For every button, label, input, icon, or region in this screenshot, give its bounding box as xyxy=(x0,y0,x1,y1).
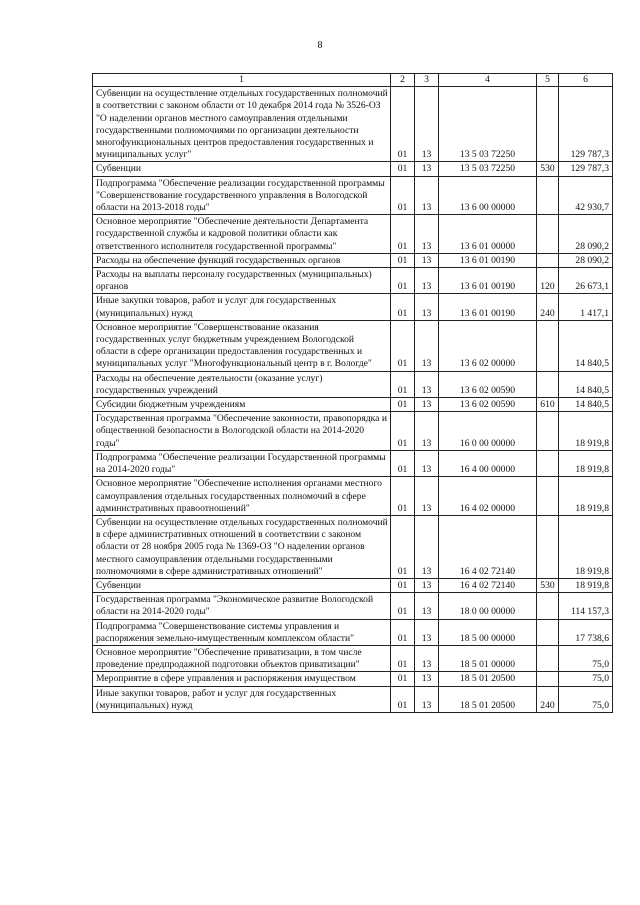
row-name-cell: Субвенции xyxy=(93,162,391,176)
row-expense-type-cell xyxy=(537,412,559,451)
row-target-article-cell: 13 5 03 72250 xyxy=(439,87,537,162)
row-subsection-cell: 13 xyxy=(415,619,439,645)
table-row xyxy=(93,253,613,267)
header-col-1: 1 xyxy=(93,74,391,87)
row-section-cell: 01 xyxy=(391,320,415,371)
row-target-article-cell: 16 4 02 72140 xyxy=(439,578,537,592)
table-row xyxy=(93,371,613,397)
row-amount-cell: 28 090,2 xyxy=(559,253,613,267)
row-subsection-cell: 13 xyxy=(415,515,439,578)
row-section-cell: 01 xyxy=(391,398,415,412)
row-expense-type-cell xyxy=(537,672,559,686)
row-section-cell: 01 xyxy=(391,176,415,215)
row-expense-type-cell xyxy=(537,645,559,671)
row-target-article-cell: 18 5 00 00000 xyxy=(439,619,537,645)
row-expense-type-cell: 610 xyxy=(537,398,559,412)
header-col-2: 2 xyxy=(391,74,415,87)
row-name-cell: Государственная программа "Экономическое развитие Вологодской области на 2014-2020 годы" xyxy=(93,593,391,619)
row-target-article-cell: 13 6 01 00000 xyxy=(439,215,537,254)
row-target-article-cell: 18 5 01 20500 xyxy=(439,672,537,686)
row-expense-type-cell xyxy=(537,176,559,215)
row-subsection-cell: 13 xyxy=(415,450,439,476)
row-name-cell: Иные закупки товаров, работ и услуг для государственных (муниципальных) нужд xyxy=(93,294,391,320)
row-subsection-cell: 13 xyxy=(415,578,439,592)
row-subsection-cell: 13 xyxy=(415,87,439,162)
row-name-cell: Расходы на обеспечение деятельности (оказание услуг) государственных учреждений xyxy=(93,371,391,397)
row-expense-type-cell: 240 xyxy=(537,686,559,712)
row-subsection-cell: 13 xyxy=(415,253,439,267)
table-row xyxy=(93,450,613,476)
row-name-cell: Подпрограмма "Совершенствование системы управления и распоряжения земельно-имущественным комплексом области" xyxy=(93,619,391,645)
row-target-article-cell: 13 6 02 00590 xyxy=(439,371,537,397)
row-target-article-cell: 18 5 01 20500 xyxy=(439,686,537,712)
row-amount-cell: 18 919,8 xyxy=(559,578,613,592)
row-section-cell: 01 xyxy=(391,268,415,294)
row-target-article-cell: 16 4 02 00000 xyxy=(439,477,537,516)
row-name-cell: Расходы на обеспечение функций государственных органов xyxy=(93,253,391,267)
table-header-row xyxy=(93,74,613,87)
budget-table xyxy=(92,73,613,713)
row-section-cell: 01 xyxy=(391,87,415,162)
page-number: 8 xyxy=(317,40,323,51)
row-subsection-cell: 13 xyxy=(415,645,439,671)
row-name-cell: Субвенции на осуществление отдельных государственных полномочий в сфере административных отношений в соответствии с законом области от 28 ноября 2005 года № 1369-ОЗ "О наделении органов местного самоуправления отдельными государственными полномочиями в сфере административных отношений" xyxy=(93,515,391,578)
row-name-cell: Государственная программа "Обеспечение законности, правопорядка и общественной безопасности в Вологодской области на 2014-2020 годы" xyxy=(93,412,391,451)
table-row xyxy=(93,215,613,254)
row-section-cell: 01 xyxy=(391,645,415,671)
row-subsection-cell: 13 xyxy=(415,477,439,516)
row-target-article-cell: 16 4 00 00000 xyxy=(439,450,537,476)
row-name-cell: Подпрограмма "Обеспечение реализации Государственной программы на 2014-2020 годы" xyxy=(93,450,391,476)
row-amount-cell: 114 157,3 xyxy=(559,593,613,619)
row-expense-type-cell xyxy=(537,593,559,619)
row-target-article-cell: 13 6 00 00000 xyxy=(439,176,537,215)
row-target-article-cell: 13 6 01 00190 xyxy=(439,253,537,267)
row-target-article-cell: 16 4 02 72140 xyxy=(439,515,537,578)
table-row xyxy=(93,477,613,516)
row-subsection-cell: 13 xyxy=(415,176,439,215)
row-section-cell: 01 xyxy=(391,686,415,712)
table-row xyxy=(93,162,613,176)
table-row xyxy=(93,398,613,412)
header-col-4: 4 xyxy=(439,74,537,87)
row-expense-type-cell xyxy=(537,515,559,578)
row-expense-type-cell: 530 xyxy=(537,578,559,592)
row-amount-cell: 129 787,3 xyxy=(559,87,613,162)
table-row xyxy=(93,412,613,451)
row-expense-type-cell: 240 xyxy=(537,294,559,320)
row-section-cell: 01 xyxy=(391,593,415,619)
row-target-article-cell: 13 6 02 00000 xyxy=(439,320,537,371)
row-subsection-cell: 13 xyxy=(415,294,439,320)
row-expense-type-cell xyxy=(537,320,559,371)
row-expense-type-cell xyxy=(537,253,559,267)
row-amount-cell: 28 090,2 xyxy=(559,215,613,254)
row-section-cell: 01 xyxy=(391,371,415,397)
row-section-cell: 01 xyxy=(391,162,415,176)
table-row xyxy=(93,578,613,592)
row-target-article-cell: 18 0 00 00000 xyxy=(439,593,537,619)
header-col-5: 5 xyxy=(537,74,559,87)
table-row xyxy=(93,176,613,215)
row-amount-cell: 14 840,5 xyxy=(559,398,613,412)
row-amount-cell: 18 919,8 xyxy=(559,477,613,516)
row-name-cell: Основное мероприятие "Обеспечение исполнения органами местного самоуправления отдельных государственных полномочий в сфере административных правоотношений" xyxy=(93,477,391,516)
row-target-article-cell: 13 6 02 00590 xyxy=(439,398,537,412)
row-amount-cell: 18 919,8 xyxy=(559,450,613,476)
table-row xyxy=(93,294,613,320)
table-row xyxy=(93,645,613,671)
row-name-cell: Основное мероприятие "Обеспечение приватизации, в том числе проведение предпродажной подготовки объектов приватизации" xyxy=(93,645,391,671)
table-row xyxy=(93,619,613,645)
row-expense-type-cell: 530 xyxy=(537,162,559,176)
row-expense-type-cell xyxy=(537,619,559,645)
row-name-cell: Субсидии бюджетным учреждениям xyxy=(93,398,391,412)
row-name-cell: Основное мероприятие "Обеспечение деятельности Департамента государственной службы и кадровой политики области как ответственного исполнителя государственной программы" xyxy=(93,215,391,254)
row-expense-type-cell xyxy=(537,87,559,162)
row-expense-type-cell xyxy=(537,477,559,516)
row-section-cell: 01 xyxy=(391,578,415,592)
row-subsection-cell: 13 xyxy=(415,672,439,686)
row-section-cell: 01 xyxy=(391,672,415,686)
row-amount-cell: 26 673,1 xyxy=(559,268,613,294)
table-row xyxy=(93,515,613,578)
row-amount-cell: 75,0 xyxy=(559,672,613,686)
row-amount-cell: 18 919,8 xyxy=(559,412,613,451)
table-row xyxy=(93,87,613,162)
table-row xyxy=(93,686,613,712)
row-section-cell: 01 xyxy=(391,515,415,578)
table-row xyxy=(93,593,613,619)
row-amount-cell: 75,0 xyxy=(559,645,613,671)
row-target-article-cell: 13 5 03 72250 xyxy=(439,162,537,176)
row-amount-cell: 14 840,5 xyxy=(559,320,613,371)
row-expense-type-cell xyxy=(537,215,559,254)
row-subsection-cell: 13 xyxy=(415,593,439,619)
row-name-cell: Подпрограмма "Обеспечение реализации государственной программы "Совершенствование государственного управления в Вологодской области на 2013-2018 годы" xyxy=(93,176,391,215)
row-amount-cell: 17 738,6 xyxy=(559,619,613,645)
row-amount-cell: 75,0 xyxy=(559,686,613,712)
row-name-cell: Субвенции xyxy=(93,578,391,592)
header-col-3: 3 xyxy=(415,74,439,87)
row-subsection-cell: 13 xyxy=(415,320,439,371)
row-target-article-cell: 13 6 01 00190 xyxy=(439,294,537,320)
row-target-article-cell: 18 5 01 00000 xyxy=(439,645,537,671)
row-section-cell: 01 xyxy=(391,294,415,320)
row-expense-type-cell xyxy=(537,371,559,397)
row-expense-type-cell: 120 xyxy=(537,268,559,294)
row-subsection-cell: 13 xyxy=(415,215,439,254)
row-amount-cell: 14 840,5 xyxy=(559,371,613,397)
row-subsection-cell: 13 xyxy=(415,371,439,397)
table-row xyxy=(93,268,613,294)
row-subsection-cell: 13 xyxy=(415,398,439,412)
table-row xyxy=(93,320,613,371)
row-subsection-cell: 13 xyxy=(415,162,439,176)
row-expense-type-cell xyxy=(537,450,559,476)
row-name-cell: Расходы на выплаты персоналу государственных (муниципальных) органов xyxy=(93,268,391,294)
row-subsection-cell: 13 xyxy=(415,268,439,294)
row-amount-cell: 129 787,3 xyxy=(559,162,613,176)
row-name-cell: Мероприятие в сфере управления и распоряжения имуществом xyxy=(93,672,391,686)
row-name-cell: Субвенции на осуществление отдельных государственных полномочий в соответствии с законом области от 10 декабря 2014 года № 3526-ОЗ "О наделении органов местного самоуправления отдельными государственными полномочиями по организации деятельности многофункциональных центров предоставления государственных и муниципальных услуг" xyxy=(93,87,391,162)
row-section-cell: 01 xyxy=(391,412,415,451)
table-row xyxy=(93,672,613,686)
row-subsection-cell: 13 xyxy=(415,686,439,712)
row-section-cell: 01 xyxy=(391,253,415,267)
row-amount-cell: 1 417,1 xyxy=(559,294,613,320)
row-amount-cell: 42 930,7 xyxy=(559,176,613,215)
row-amount-cell: 18 919,8 xyxy=(559,515,613,578)
row-target-article-cell: 16 0 00 00000 xyxy=(439,412,537,451)
row-section-cell: 01 xyxy=(391,619,415,645)
row-section-cell: 01 xyxy=(391,477,415,516)
row-target-article-cell: 13 6 01 00190 xyxy=(439,268,537,294)
header-col-6: 6 xyxy=(559,74,613,87)
row-name-cell: Иные закупки товаров, работ и услуг для государственных (муниципальных) нужд xyxy=(93,686,391,712)
row-section-cell: 01 xyxy=(391,450,415,476)
row-name-cell: Основное мероприятие "Совершенствование оказания государственных услуг бюджетным учреждением Вологодской области в сфере организации предоставления государственных и муниципальных услуг "Многофункциональный центр в г. Вологде" xyxy=(93,320,391,371)
row-subsection-cell: 13 xyxy=(415,412,439,451)
row-section-cell: 01 xyxy=(391,215,415,254)
